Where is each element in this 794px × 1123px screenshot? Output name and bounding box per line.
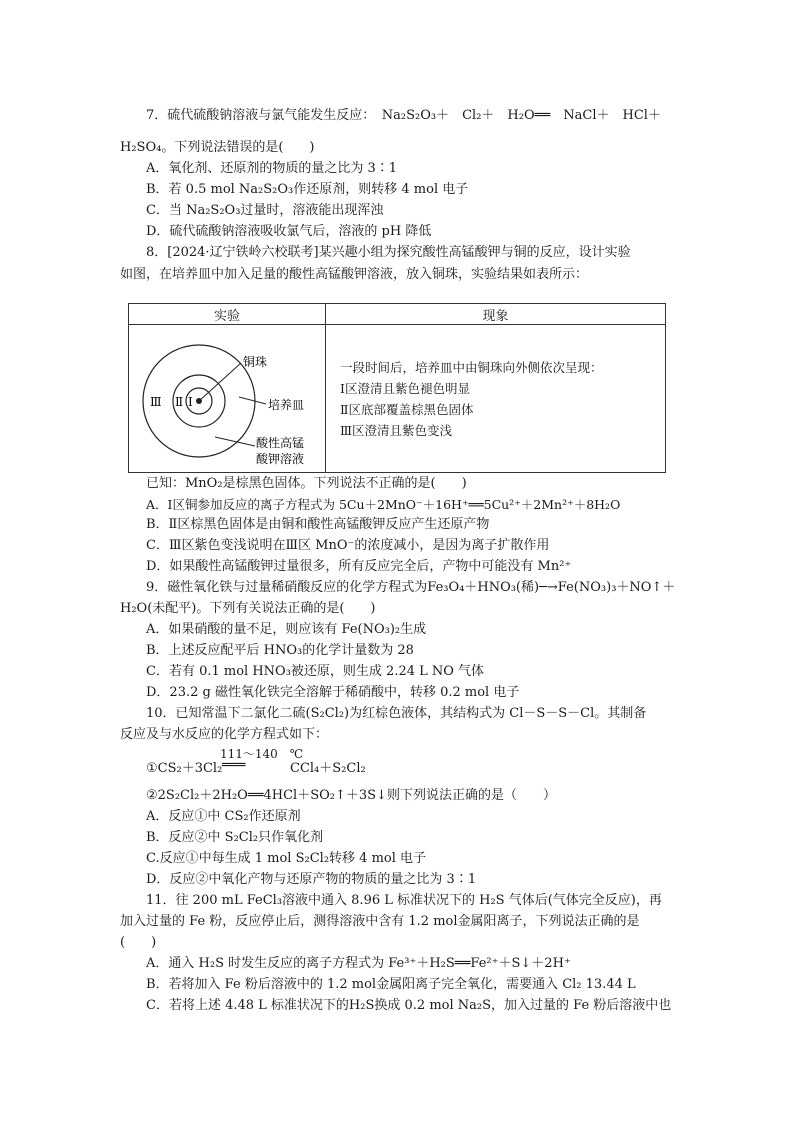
q10-eq1-left: ①CS₂＋3Cl₂ [146,761,223,776]
table-header-experiment: 实验 [129,304,326,325]
q11-option-a: A．通入 H₂S 时发生反应的离子方程式为 Fe³⁺＋H₂S══Fe²⁺＋S↓＋2H⁺ [146,956,571,971]
q10-option-d: D．反应②中氧化产物与还原产物的物质的量之比为 3∶1 [146,872,477,887]
q10-eq2: ②2S₂Cl₂＋2H₂O══4HCl＋SO₂↑＋3S↓则下列说法正确的是（ ） [146,788,556,803]
phenomenon-line-3: Ⅲ区澄清且紫色变浅 [340,422,453,438]
q9-option-c: C．若有 0.1 mol HNO₃被还原，则生成 2.24 L NO 气体 [146,664,485,679]
q8-stem-line1: 8．[2024·辽宁铁岭六校联考]某兴趣小组为探究酸性高锰酸钾与铜的反应，设计实验 [146,245,631,260]
phenomenon-line-1: Ⅰ区澄清且紫色褪色明显 [340,380,470,396]
q9-stem-line2: H₂O(未配平)。下列有关说法正确的是( ) [120,601,376,616]
copper-bead-leader [199,363,241,401]
q10-eq1-condition: 111～140 ℃ [220,747,304,761]
q7-option-b: B．若 0.5 mol Na₂S₂O₃作还原剂，则转移 4 mol 电子 [146,182,469,197]
q9-option-a: A．如果硝酸的量不足，则应该有 Fe(NO₃)₂生成 [146,622,427,637]
q7-stem-line1: 7．硫代硫酸钠溶液与氯气能发生反应： Na₂S₂O₃＋ Cl₂＋ H₂O══ NaCl＋ HCl＋ [146,108,661,123]
q10-option-b: B．反应②中 S₂Cl₂只作氧化剂 [146,830,324,845]
q10-eq1-arrow: ═══ [222,758,246,773]
q8-option-a: A．Ⅰ区铜参加反应的离子方程式为 5Cu＋2MnO⁻＋16H⁺══5Cu²⁺＋2Mn²⁺＋8H₂O [146,497,621,512]
experiment-table [128,303,666,473]
experiment-diagram-cell [129,325,326,473]
q10-option-c: C.反应①中每生成 1 mol S₂Cl₂转移 4 mol 电子 [146,851,427,866]
q11-stem-line1: 11．往 200 mL FeCl₃溶液中通入 8.96 L 标准状况下的 H₂S 气体后(气体完全反应)，再 [146,893,662,908]
q10-stem-line1: 10．已知常温下二氯化二硫(S₂Cl₂)为红棕色液体，其结构式为 Cl－S－S－Cl。其制备 [146,706,647,721]
q10-option-a: A．反应①中 CS₂作还原剂 [146,809,301,824]
phenomenon-line-0: 一段时间后，培养皿中由铜珠向外侧依次呈现： [340,359,603,375]
q11-option-b: B．若将加入 Fe 粉后溶液中的 1.2 mol金属阳离子完全氧化，需要通入 Cl₂ 13.44 L [146,977,636,992]
label-zone2: Ⅱ [175,395,184,409]
phenomenon-line-2: Ⅱ区底部覆盖棕黑色固体 [340,401,474,417]
q11-stem-line3: ( ) [120,935,157,950]
dish-leader [239,397,266,404]
q11-option-c: C．若将上述 4.48 L 标准状况下的H₂S换成 0.2 mol Na₂S，加入过量的 Fe 粉后溶液中也 [146,998,672,1013]
label-copper-bead: 铜珠 [243,355,268,369]
q8-stem-line2: 如图，在培养皿中加入足量的酸性高锰酸钾溶液，放入铜珠，实验结果如表所示： [120,267,589,282]
q8-option-c: C．Ⅲ区紫色变浅说明在Ⅲ区 MnO⁻的浓度减小，是因为离子扩散作用 [146,538,550,553]
phenomenon-cell [326,325,666,473]
label-zone1: Ⅰ [188,395,193,409]
q9-option-b: B．上述反应配平后 HNO₃的化学计量数为 28 [146,643,414,658]
label-solution-2: 酸钾溶液 [256,452,305,466]
q9-option-d: D．23.2 g 磁性氧化铁完全溶解于稀硝酸中，转移 0.2 mol 电子 [146,685,520,700]
q7-option-d: D．硫代硫酸钠溶液吸收氯气后，溶液的 pH 降低 [146,224,432,239]
label-solution-1: 酸性高锰 [256,436,305,450]
q7-option-a: A．氧化剂、还原剂的物质的量之比为 3∶1 [146,161,398,176]
q7-option-c: C．当 Na₂S₂O₃过量时，溶液能出现浑浊 [146,203,384,218]
q8-known: 已知：MnO₂是棕黑色固体。下列说法不正确的是( ) [146,476,467,491]
q7-stem-line2: H₂SO₄。下列说法错误的是( ) [120,140,315,155]
q9-stem-line1: 9．磁性氧化铁与过量稀硝酸反应的化学方程式为Fe₃O₄＋HNO₃(稀)─→Fe(NO₃)₃＋NO↑＋ [146,580,676,595]
table-header-phenomenon: 现象 [326,304,666,325]
label-zone3: Ⅲ [150,395,162,409]
q8-option-b: B．Ⅱ区棕黑色固体是由铜和酸性高锰酸钾反应产生还原产物 [146,517,490,532]
q10-stem-line2: 反应及与水反应的化学方程式如下： [120,727,329,742]
q11-stem-line2: 加入过量的 Fe 粉，反应停止后，测得溶液中含有 1.2 mol金属阳离子，下列说法正确的是 [120,914,640,929]
label-dish: 培养皿 [268,398,305,412]
q8-option-d: D．如果酸性高锰酸钾过量很多，所有反应完全后，产物中可能没有 Mn²⁺ [146,559,572,574]
petri-dish-diagram [129,325,325,473]
q10-eq1-right: CCl₄＋S₂Cl₂ [290,761,366,776]
